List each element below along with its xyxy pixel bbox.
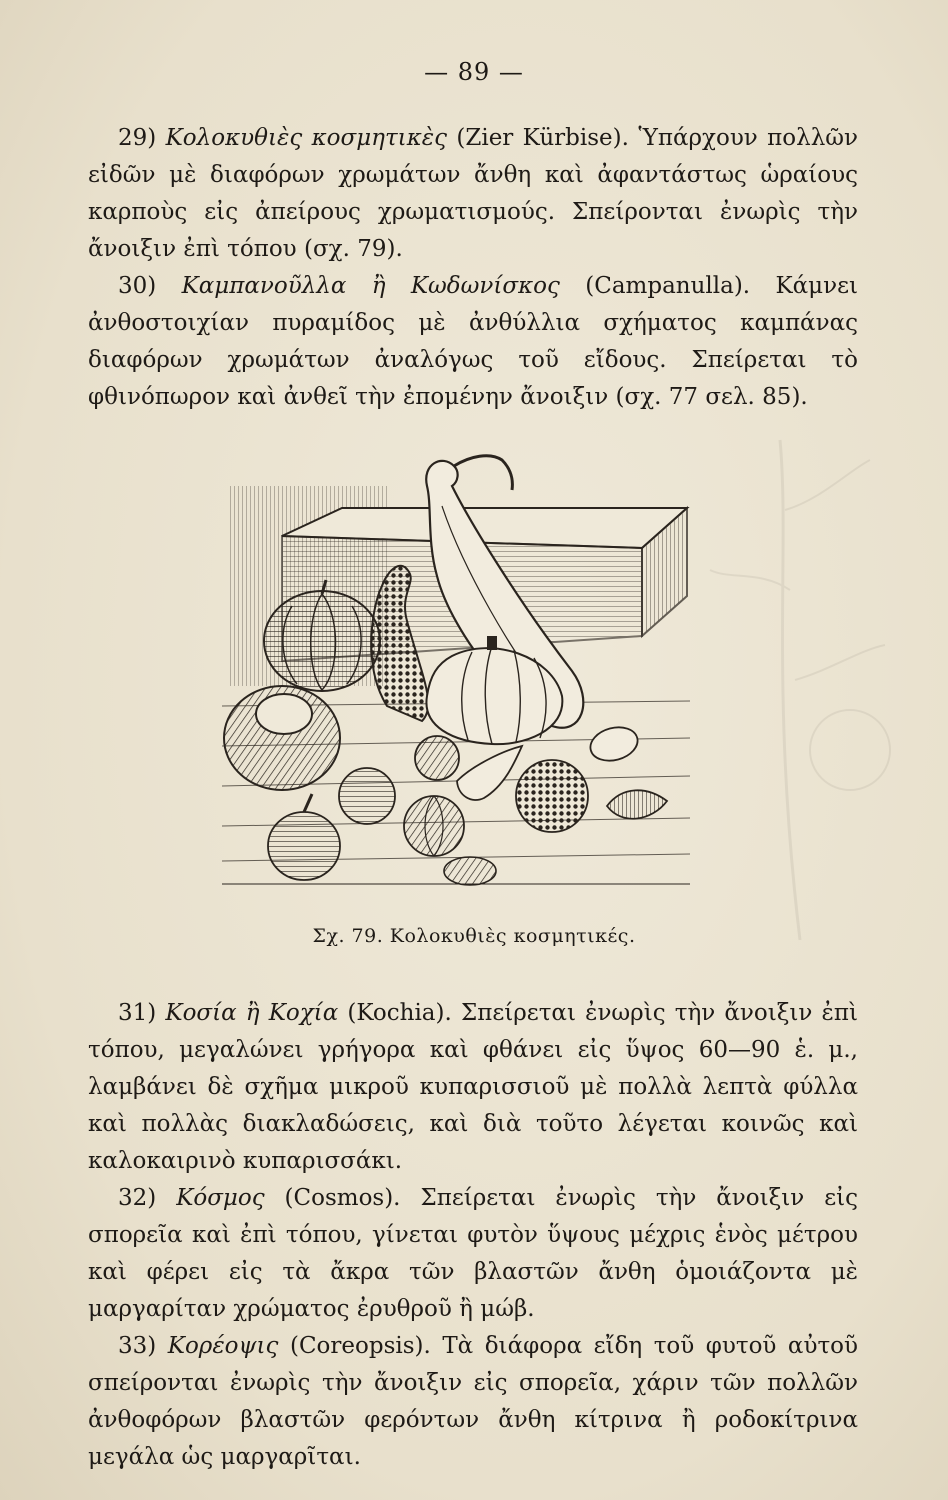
entry-33 [88, 1328, 858, 1476]
figure-caption: Σχ. 79. Κολοκυθιὲς κοσμητικές. [312, 925, 636, 947]
text-block-top [88, 120, 858, 416]
entry-text: Ὑπάρχουν πολλῶν εἰδῶν μὲ διαφόρων χρωμάτων ἄνθη καὶ ἀφαντάστως ὡραίους καρποὺς εἰς ἀπείρους χρωματισμούς. Σπείρονται ἐνωρὶς τὴν ἄνοιξιν ἐπὶ τόπου (σχ. 79). [88, 125, 859, 262]
entry-number: 32) [118, 1185, 157, 1211]
entry-number: 33) [118, 1333, 157, 1359]
entry-latin-name: (Kochia). [347, 1000, 452, 1026]
entry-name: Καμπανοῦλλα ἢ Κωδωνίσκος [181, 273, 560, 299]
entry-31 [88, 995, 858, 1180]
entry-32 [88, 1180, 858, 1328]
entry-text: Τὰ διάφορα εἴδη τοῦ φυτοῦ αὐτοῦ σπείρονται ἐνωρὶς τὴν ἄνοιξιν εἰς σπορεῖα, χάριν τῶν πολλῶν ἀνθοφόρων βλαστῶν φερόντων ἄνθη κίτρινα ἢ ροδοκίτρινα μεγάλα ὡς μαργαρῖται. [88, 1333, 858, 1470]
entry-number: 30) [118, 273, 157, 299]
entry-text: Κάμνει ἀνθοστοιχίαν πυραμίδος μὲ ἀνθύλλια σχήματος καμπάνας διαφόρων χρωμάτων ἀναλόγως τοῦ εἴδους. Σπείρεται τὸ φθινόπωρον καὶ ἀνθεῖ τὴν ἐπομένην ἄνοιξιν (σχ. 77 σελ. 85). [88, 273, 859, 410]
entry-name: Κόσμος [176, 1185, 265, 1211]
entry-number: 29) [118, 125, 157, 151]
entry-latin-name: (Cosmos). [284, 1185, 401, 1211]
entry-text: Σπείρεται ἐνωρὶς τὴν ἄνοιξιν ἐπὶ τόπου, μεγαλώνει γρήγορα καὶ φθάνει εἰς ὕψος 60—90 ἑ. μ., λαμβάνει δὲ σχῆμα μικροῦ κυπαρισσιοῦ μὲ πολλὰ λεπτὰ φύλλα καὶ πολλὰς διακλαδώσεις, καὶ διὰ τοῦτο λέγεται κοινῶς καὶ καλοκαιρινὸ κυπαρισσάκι. [88, 1000, 859, 1174]
gourds-engraving [222, 446, 690, 886]
entry-29 [88, 120, 858, 268]
entry-latin-name: (Zier Kürbise). [456, 125, 629, 151]
entry-30 [88, 268, 858, 416]
entry-latin-name: (Coreopsis). [289, 1333, 431, 1359]
entry-name: Κολοκυθιὲς κοσμητικὲς [165, 125, 448, 151]
page-number: — 89 — [424, 58, 524, 86]
entry-name: Κοσία ἢ Κοχία [165, 1000, 339, 1026]
entry-name: Κορέοψις [167, 1333, 279, 1359]
entry-text: Σπείρεται ἐνωρὶς τὴν ἄνοιξιν εἰς σπορεῖα καὶ ἐπὶ τόπου, γίνεται φυτὸν ὕψους μέχρις ἑνὸς μέτρου καὶ φέρει εἰς τὰ ἄκρα τῶν βλαστῶν ἄνθη ὁμοιάζοντα μὲ μαργαρίταν χρώματος ἐρυθροῦ ἢ μώβ. [88, 1185, 859, 1322]
bleed-through-illustration [700, 430, 900, 950]
entry-number: 31) [118, 1000, 157, 1026]
entry-latin-name: (Campanulla). [585, 273, 751, 299]
text-block-bottom [88, 995, 858, 1476]
gourds-illustration [222, 446, 690, 886]
